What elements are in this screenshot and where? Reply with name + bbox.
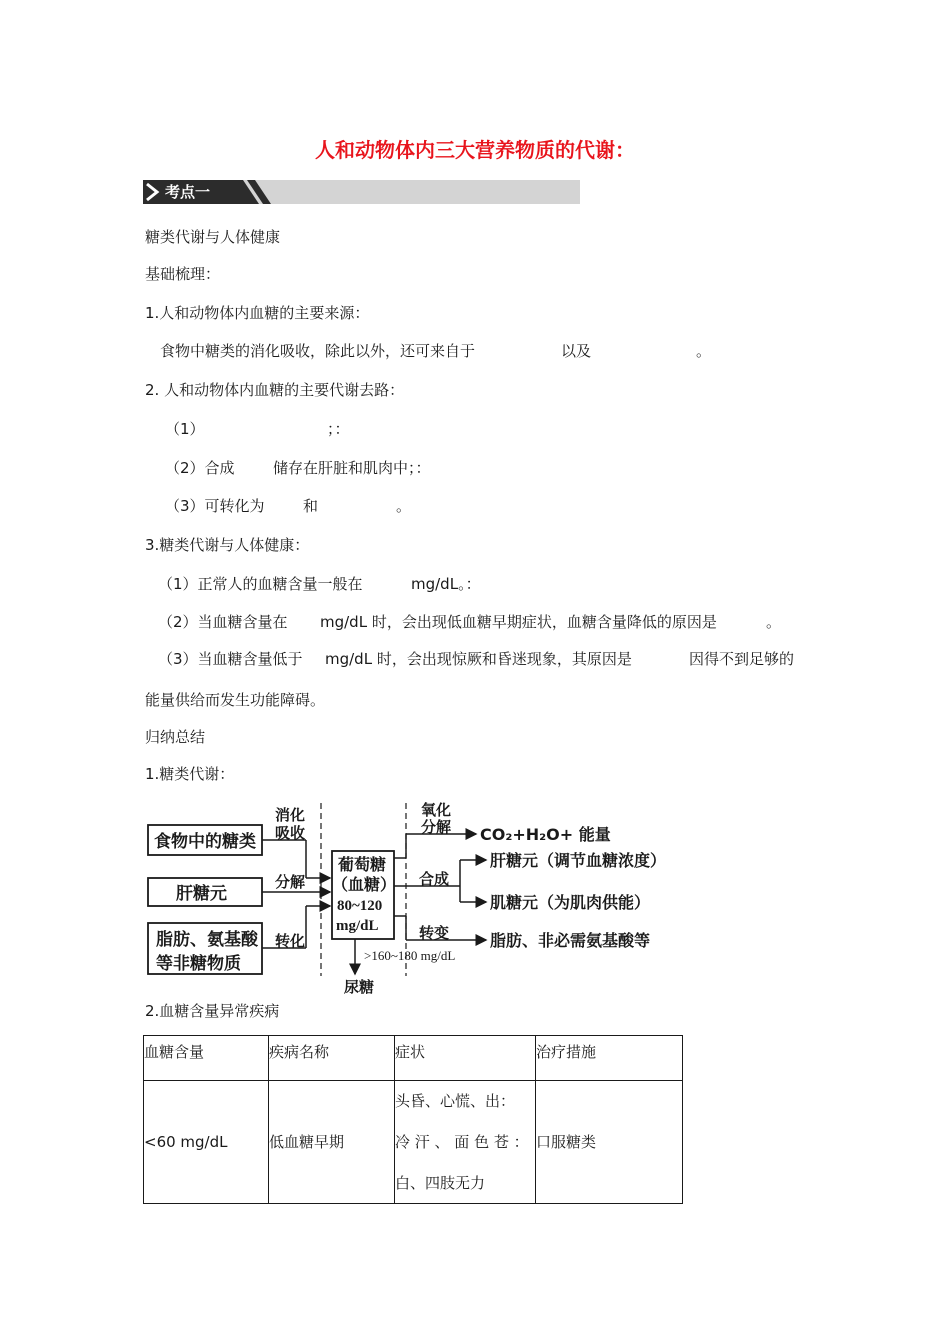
q2-item-3a: （3）可转化为 [165, 497, 265, 515]
q1-text-c: 。 [696, 342, 712, 360]
q3-item-3a: （3）当血糖含量低于 [158, 650, 303, 668]
q2-item-1a: （1） [165, 420, 205, 438]
source-nonsugar-1: 脂肪、氨基酸 [156, 930, 258, 950]
page-title: 人和动物体内三大营养物质的代谢： [315, 138, 635, 162]
label-decompose-out: 分解 [421, 818, 452, 836]
topic-heading: 糖类代谢与人体健康 [145, 228, 281, 246]
table-cell-treatment: 口服糖类 [536, 1081, 683, 1204]
table-header-cell: 血糖含量 [144, 1036, 269, 1081]
output-liver-glycogen: 肝糖元（调节血糖浓度） [490, 851, 667, 870]
q1-text-b: 以及 [561, 342, 592, 360]
q2-item-2a: （2）合成 [165, 459, 235, 477]
q3-item-1a: （1）正常人的血糖含量一般在 [158, 575, 363, 593]
label-digest: 消化 [275, 806, 306, 824]
output-co2: CO₂+H₂O+ 能量 [480, 825, 611, 844]
table-cell-disease: 低血糖早期 [269, 1081, 395, 1204]
question-2: 2. 人和动物体内血糖的主要代谢去路： [145, 381, 405, 399]
center-blood-sugar: （血糖） [332, 875, 397, 894]
center-unit: mg/dL [336, 918, 379, 934]
table-header-cell: 疾病名称 [269, 1036, 395, 1081]
q3-item-2b: mg/dL 时，会出现低血糖早期症状，血糖含量降低的原因是 [320, 613, 717, 631]
q2-item-1b: ；： [327, 420, 350, 438]
label-oxidize: 氧化 [421, 801, 452, 819]
symptom-line: 白、四肢无力 [395, 1174, 486, 1192]
symptom-line: 冷 汗 、 面 色 苍 ： [395, 1133, 529, 1151]
question-3: 3.糖类代谢与人体健康： [145, 536, 310, 554]
summary-item-1: 1.糖类代谢： [145, 765, 235, 783]
q3-item-2a: （2）当血糖含量在 [158, 613, 288, 631]
table-cell-level: <60 mg/dL [144, 1081, 269, 1204]
summary-heading: 归纳总结 [145, 728, 206, 746]
center-glucose: 葡萄糖 [338, 855, 387, 874]
table-header-cell: 治疗措施 [536, 1036, 683, 1081]
q2-item-3c: 。 [396, 497, 412, 515]
blood-sugar-table [143, 1035, 683, 1204]
summary-item-2: 2.血糖含量异常疾病 [145, 1002, 280, 1020]
q2-item-3b: 和 [303, 497, 319, 515]
section-badge: 考点一 [165, 183, 211, 201]
basics-heading: 基础梳理： [145, 265, 221, 283]
label-synthesize: 合成 [419, 870, 450, 888]
output-muscle-glycogen: 肌糖元（为肌肉供能） [490, 893, 651, 912]
label-convert-in: 转化 [275, 932, 306, 950]
output-fat: 脂肪、非必需氨基酸等 [490, 931, 651, 950]
q3-item-2c: 。 [766, 613, 782, 631]
label-absorb: 吸收 [275, 824, 306, 842]
q3-item-3d: 能量供给而发生功能障碍。 [145, 691, 326, 709]
q1-text-a: 食物中糖类的消化吸收，除此以外，还可来自于 [160, 342, 476, 360]
center-range: 80~120 [337, 898, 383, 914]
source-food: 食物中的糖类 [154, 832, 256, 852]
label-decompose-in: 分解 [275, 873, 306, 891]
symptom-line: 头昏、心慌、出： [395, 1092, 516, 1110]
source-nonsugar-2: 等非糖物质 [156, 954, 241, 974]
table-row [144, 1081, 683, 1204]
output-urine-sugar: 尿糖 [344, 978, 375, 996]
label-threshold: >160~180 mg/dL [364, 948, 456, 963]
source-glycogen: 肝糖元 [176, 884, 227, 904]
q2-item-2b: 储存在肝脏和肌肉中；： [273, 459, 431, 477]
table-header-cell: 症状 [395, 1036, 536, 1081]
question-1: 1.人和动物体内血糖的主要来源： [145, 304, 370, 322]
section-badge-bar [143, 180, 580, 204]
table-cell-symptoms [395, 1081, 536, 1204]
q3-item-3b: mg/dL 时，会出现惊厥和昏迷现象，其原因是 [325, 650, 632, 668]
q3-item-1b: mg/dL。： [411, 575, 481, 593]
q3-item-3c: 因得不到足够的 [689, 650, 795, 668]
label-transform: 转变 [419, 924, 450, 942]
table-header-row [144, 1036, 683, 1081]
glucose-metabolism-diagram [142, 798, 682, 998]
